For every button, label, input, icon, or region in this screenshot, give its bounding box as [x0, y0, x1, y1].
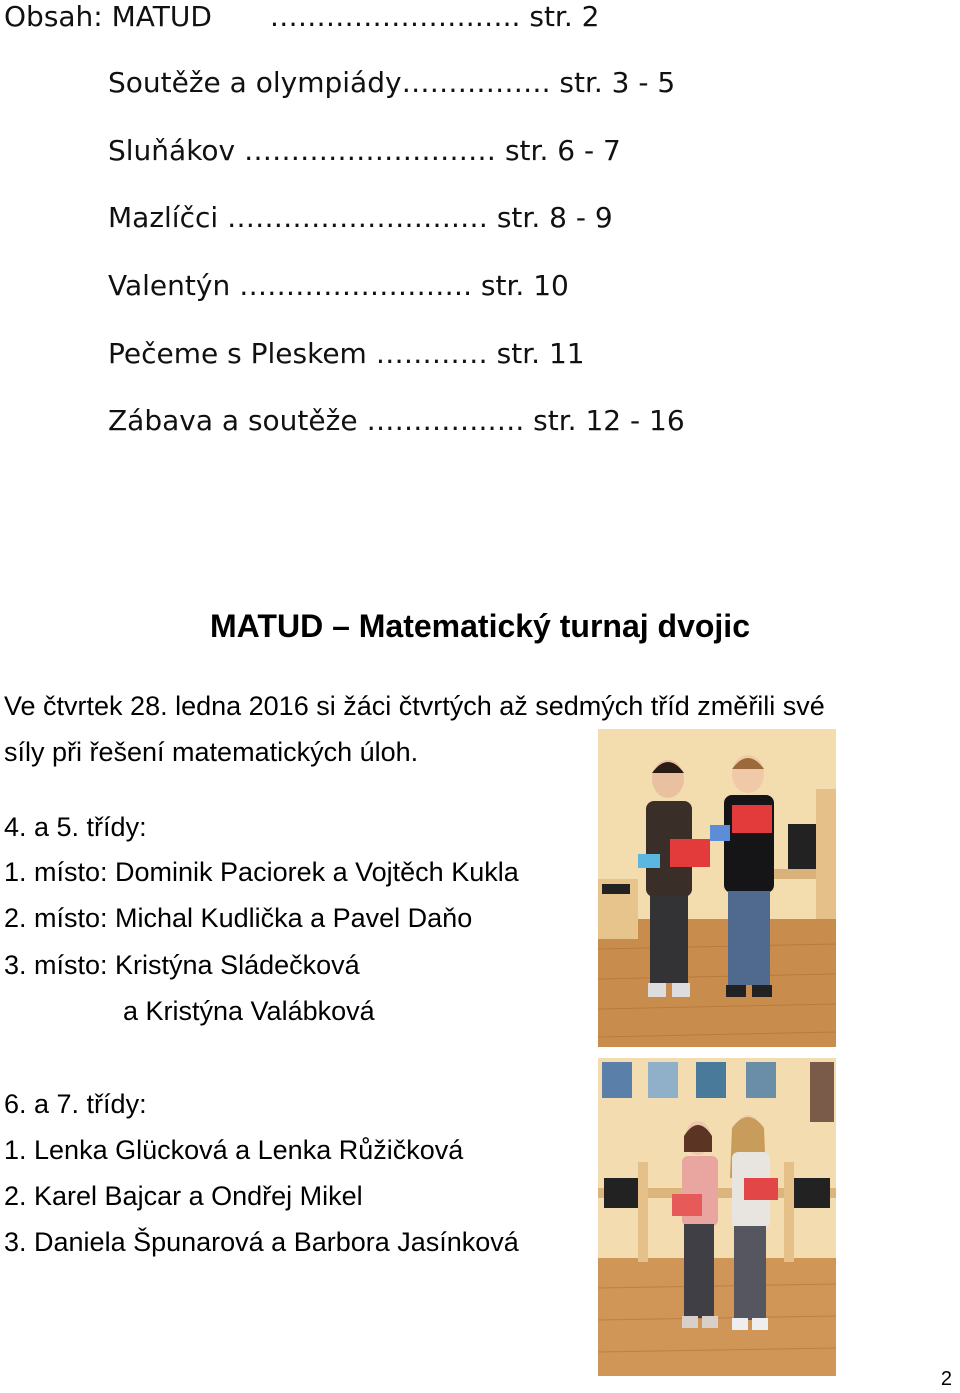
toc-item-label: Valentýn: [108, 269, 231, 302]
toc-item-leader: ………….….: [357, 404, 534, 437]
group2-result: 1. Lenka Glücková a Lenka Růžičková: [4, 1135, 464, 1165]
toc-item: [108, 201, 613, 235]
toc-item: [108, 404, 685, 438]
photo-illustration: [598, 729, 836, 1047]
group2-result: 2. Karel Bajcar a Ondřej Mikel: [4, 1181, 363, 1211]
toc-item-page: str. 8 - 9: [496, 201, 613, 234]
photo-winners-4-5: [598, 729, 836, 1047]
group2-heading: 6. a 7. třídy:: [4, 1089, 147, 1119]
toc-item-leader: …………: [366, 337, 497, 370]
toc-item-page: str. 10: [480, 269, 569, 302]
toc-header-leader: ………………….…..: [269, 0, 530, 33]
intro-line-1: Ve čtvrtek 28. ledna 2016 si žáci čtvrtých až sedmých tříd změřili své: [4, 691, 825, 721]
toc-item-page: str. 12 - 16: [533, 404, 685, 437]
page-number: 2: [940, 1368, 952, 1390]
group1-result: 3. místo: Kristýna Sládečková: [4, 950, 360, 980]
group1-result: 1. místo: Dominik Paciorek a Vojtěch Kukla: [4, 857, 519, 887]
intro-line-2: síly při řešení matematických úloh.: [4, 737, 419, 767]
toc-item: [108, 337, 585, 371]
group1-result: 2. místo: Michal Kudlička a Pavel Daňo: [4, 903, 473, 933]
toc-item-label: Pečeme s Pleskem: [108, 337, 367, 370]
toc-item-label: Soutěže a olympiády: [108, 66, 402, 99]
toc-item-page: str. 3 - 5: [559, 66, 676, 99]
toc-item-leader: …………….: [401, 66, 560, 99]
toc-item: [108, 134, 621, 168]
photo-winners-6-7: [598, 1058, 836, 1376]
group1-heading: 4. a 5. třídy:: [4, 812, 147, 842]
toc-header: [4, 0, 599, 34]
toc-item-leader: …………………….…: [218, 201, 497, 234]
toc-item-page: str. 6 - 7: [504, 134, 621, 167]
toc-item-page: str. 11: [496, 337, 585, 370]
group1-result: a Kristýna Valábková: [123, 996, 375, 1026]
toc-item-label: Zábava a soutěže: [108, 404, 358, 437]
toc-item: [108, 66, 675, 100]
group2-result: 3. Daniela Špunarová a Barbora Jasínková: [4, 1227, 519, 1257]
toc-item-leader: ………………………: [235, 134, 505, 167]
toc-header-page: str. 2: [529, 0, 600, 33]
article-title: MATUD – Matematický turnaj dvojic: [210, 608, 750, 644]
toc-item: [108, 269, 569, 303]
toc-header-label: Obsah: MATUD: [4, 0, 212, 33]
toc-item-leader: …………………….: [230, 269, 481, 302]
photo-illustration: [598, 1058, 836, 1376]
toc-item-label: Sluňákov: [108, 134, 236, 167]
toc-item-label: Mazlíčci: [108, 201, 219, 234]
